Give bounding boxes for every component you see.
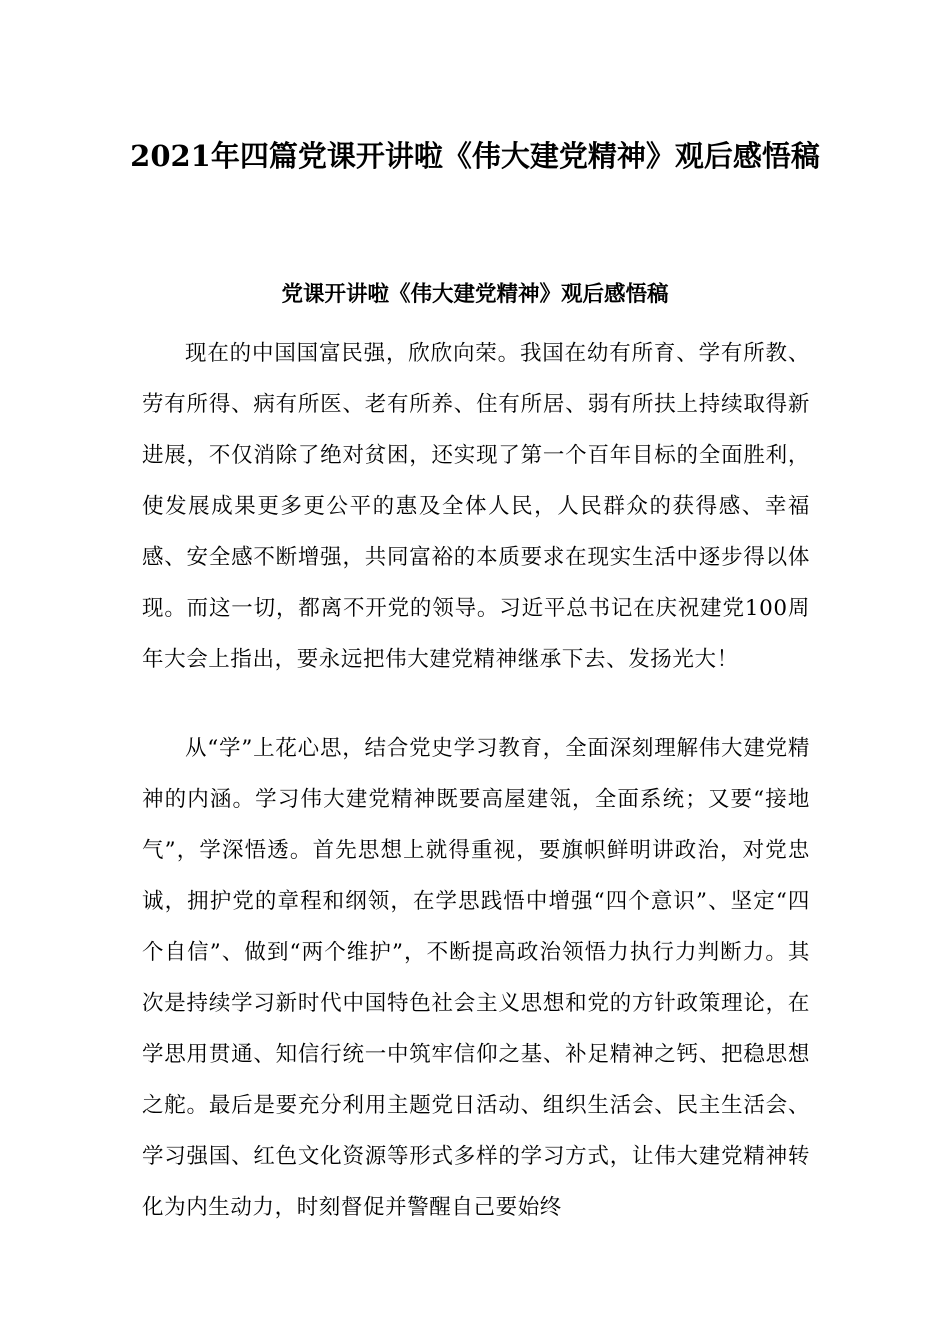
body-paragraph-1: 现在的中国国富民强，欣欣向荣。我国在幼有所育、学有所教、劳有所得、病有所医、老有所养、住有所居、弱有所扶上持续取得新进展，不仅消除了绝对贫困，还实现了第一个百年目标的全面胜利，使发展成果更多更公平的惠及全体人民，人民群众的获得感、幸福感、安全感不断增强，共同富裕的本质要求在现实生活中逐步得以体现。而这一切，都离不开党的领导。习近平总书记在庆祝建党100周年大会上指出，要永远把伟大建党精神继承下去、发扬光大！	[142, 341, 810, 672]
section-title: 党课开讲啦《伟大建党精神》观后感悟稿	[281, 282, 669, 307]
document-title: 2021年四篇党课开讲啦《伟大建党精神》观后感悟稿	[130, 139, 820, 173]
body-paragraph-2: 从“学”上花心思，结合党史学习教育，全面深刻理解伟大建党精神的内涵。学习伟大建党精神既要高屋建瓴，全面系统；又要“接地气”，学深悟透。首先思想上就得重视，要旗帜鲜明讲政治，对党忠诚，拥护党的章程和纲领，在学思践悟中增强“四个意识”、坚定“四个自信”、做到“两个维护”，不断提高政治领悟力执行力判断力。其次是持续学习新时代中国特色社会主义思想和党的方针政策理论，在学思用贯通、知信行统一中筑牢信仰之基、补足精神之钙、把稳思想之舵。最后是要充分利用主题党日活动、组织生活会、民主生活会、学习强国、红色文化资源等形式多样的学习方式，让伟大建党精神转化为内生动力，时刻督促并警醒自己要始终	[142, 736, 810, 1220]
